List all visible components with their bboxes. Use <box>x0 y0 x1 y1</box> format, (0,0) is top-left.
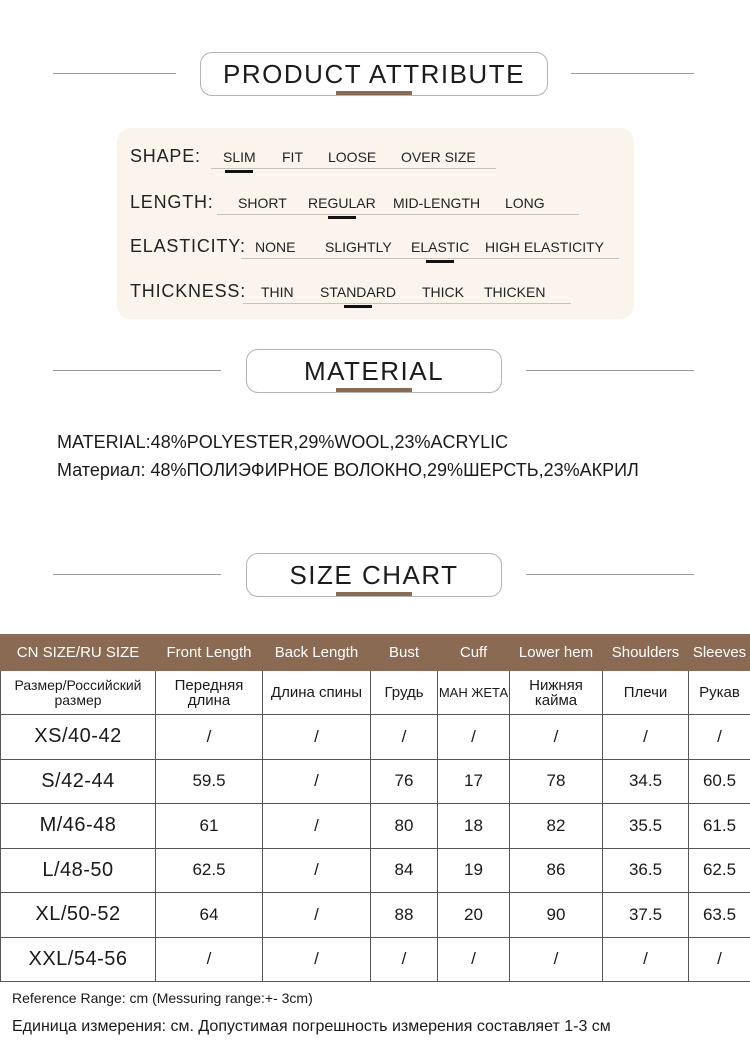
table-cell: 82 <box>510 804 603 849</box>
table-cell: / <box>689 715 750 760</box>
attr-label: THICKNESS: <box>130 281 247 301</box>
table-cell: 34.5 <box>603 759 689 804</box>
column-header: Shoulders <box>603 635 689 671</box>
table-row <box>1 759 750 804</box>
attribute-panel <box>117 128 634 319</box>
attr-option[interactable]: OVER SIZE <box>401 149 476 165</box>
table-cell: 61 <box>156 804 263 849</box>
table-cell: 76 <box>371 759 438 804</box>
attr-option[interactable]: FIT <box>282 149 303 165</box>
table-row <box>1 715 750 760</box>
attr-option[interactable]: LOOSE <box>328 149 377 165</box>
material-header <box>0 349 750 409</box>
table-cell: 78 <box>510 759 603 804</box>
table-cell: 59.5 <box>156 759 263 804</box>
attr-option-selected[interactable]: SLIM <box>223 149 256 165</box>
table-cell: 90 <box>510 893 603 938</box>
header-rule-left <box>53 73 176 74</box>
table-cell: 62.5 <box>689 848 750 893</box>
table-cell: / <box>263 759 371 804</box>
header-rule-right <box>526 574 694 575</box>
table-cell: M/46-48 <box>1 804 156 849</box>
table-cell: S/42-44 <box>1 759 156 804</box>
attr-option-selected[interactable]: STANDARD <box>320 284 396 300</box>
column-header: Lower hem <box>510 635 603 671</box>
table-cell: / <box>263 937 371 982</box>
table-cell: / <box>263 715 371 760</box>
table-cell: 61.5 <box>689 804 750 849</box>
attr-option[interactable]: THICKEN <box>484 284 546 300</box>
column-header-ru: Плечи <box>603 671 689 715</box>
column-header: Back Length <box>263 635 371 671</box>
table-cell: XL/50-52 <box>1 893 156 938</box>
column-header: Bust <box>371 635 438 671</box>
table-cell: 19 <box>438 848 510 893</box>
table-cell: 20 <box>438 893 510 938</box>
attr-row-elasticity <box>117 232 634 262</box>
attr-option-selected[interactable]: REGULAR <box>308 195 376 211</box>
attr-option[interactable]: HIGH ELASTICITY <box>485 239 605 255</box>
table-cell: 80 <box>371 804 438 849</box>
table-cell: 18 <box>438 804 510 849</box>
column-header: Sleeves <box>689 635 750 671</box>
table-cell: 36.5 <box>603 848 689 893</box>
table-cell: 37.5 <box>603 893 689 938</box>
size-chart-table <box>0 634 750 982</box>
table-cell: 63.5 <box>689 893 750 938</box>
table-cell: / <box>156 937 263 982</box>
product-attribute-header <box>0 52 750 112</box>
column-header-ru: Рукав <box>689 671 750 715</box>
attr-option[interactable]: THIN <box>261 284 294 300</box>
table-header-row <box>1 635 750 671</box>
table-cell: / <box>263 893 371 938</box>
attr-row-length <box>117 188 634 218</box>
attr-option[interactable]: MID-LENGTH <box>393 195 481 211</box>
header-accent-bar <box>336 388 412 392</box>
table-cell: / <box>510 715 603 760</box>
reference-range-note: Reference Range: cm (Messuring range:+- 3cm) <box>12 990 313 1006</box>
table-cell: 64 <box>156 893 263 938</box>
size-chart-header <box>0 553 750 613</box>
attr-row-thickness <box>117 277 634 307</box>
attr-label: SHAPE: <box>130 146 201 166</box>
attr-option[interactable]: SLIGHTLY <box>325 239 392 255</box>
table-cell: / <box>371 937 438 982</box>
attr-label: LENGTH: <box>130 192 214 212</box>
table-cell: 60.5 <box>689 759 750 804</box>
table-cell: 17 <box>438 759 510 804</box>
header-accent-bar <box>336 592 412 596</box>
header-rule-right <box>571 73 694 74</box>
table-cell: L/48-50 <box>1 848 156 893</box>
column-header-ru: МАН ЖЕТА <box>438 671 510 715</box>
header-rule-right <box>526 370 694 371</box>
attr-option[interactable]: SHORT <box>238 195 287 211</box>
table-cell: 35.5 <box>603 804 689 849</box>
table-cell: 88 <box>371 893 438 938</box>
material-composition-ru: Материал: 48%ПОЛИЭФИРНОЕ ВОЛОКНО,29%ШЕРСТЬ,23%АКРИЛ <box>57 460 639 480</box>
table-cell: / <box>603 937 689 982</box>
table-row <box>1 804 750 849</box>
column-header: Front Length <box>156 635 263 671</box>
attr-option-selected[interactable]: ELASTIC <box>411 239 470 255</box>
table-cell: / <box>438 937 510 982</box>
attr-label: ELASTICITY: <box>130 236 246 256</box>
material-composition-en: MATERIAL:48%POLYESTER,29%WOOL,23%ACRYLIC <box>57 432 509 452</box>
size-chart-title: SIZE CHART <box>246 553 502 597</box>
attr-row-shape <box>117 142 634 172</box>
column-header: CN SIZE/RU SIZE <box>1 635 156 671</box>
reference-range-note-ru: Единица измерения: см. Допустимая погрешность измерения составляет 1-3 см <box>12 1018 611 1035</box>
table-cell: / <box>371 715 438 760</box>
attr-baseline <box>243 303 571 304</box>
attr-option[interactable]: NONE <box>255 239 296 255</box>
attr-baseline <box>241 258 619 259</box>
material-title: MATERIAL <box>246 349 502 393</box>
table-cell: / <box>510 937 603 982</box>
column-header-ru: Нижняя кайма <box>510 671 603 715</box>
column-header-ru: Длина спины <box>263 671 371 715</box>
table-row <box>1 893 750 938</box>
header-accent-bar <box>336 91 412 95</box>
table-cell: / <box>689 937 750 982</box>
attr-baseline <box>217 214 579 215</box>
header-rule-left <box>53 370 221 371</box>
column-header-ru: Грудь <box>371 671 438 715</box>
attr-baseline <box>211 168 496 169</box>
header-rule-left <box>53 574 221 575</box>
table-row <box>1 848 750 893</box>
attr-option[interactable]: LONG <box>505 195 545 211</box>
table-cell: / <box>156 715 263 760</box>
table-cell: 62.5 <box>156 848 263 893</box>
attr-option[interactable]: THICK <box>422 284 464 300</box>
table-row <box>1 937 750 982</box>
product-attribute-title: PRODUCT ATTRIBUTE <box>200 52 548 96</box>
column-header-ru: Размер/Российский размер <box>1 671 156 715</box>
column-header: Cuff <box>438 635 510 671</box>
table-header-row-ru <box>1 671 750 715</box>
table-cell: 86 <box>510 848 603 893</box>
table-cell: 84 <box>371 848 438 893</box>
table-cell: / <box>603 715 689 760</box>
table-cell: / <box>263 804 371 849</box>
table-cell: XS/40-42 <box>1 715 156 760</box>
table-cell: / <box>438 715 510 760</box>
column-header-ru: Передняя длина <box>156 671 263 715</box>
table-cell: XXL/54-56 <box>1 937 156 982</box>
table-cell: / <box>263 848 371 893</box>
